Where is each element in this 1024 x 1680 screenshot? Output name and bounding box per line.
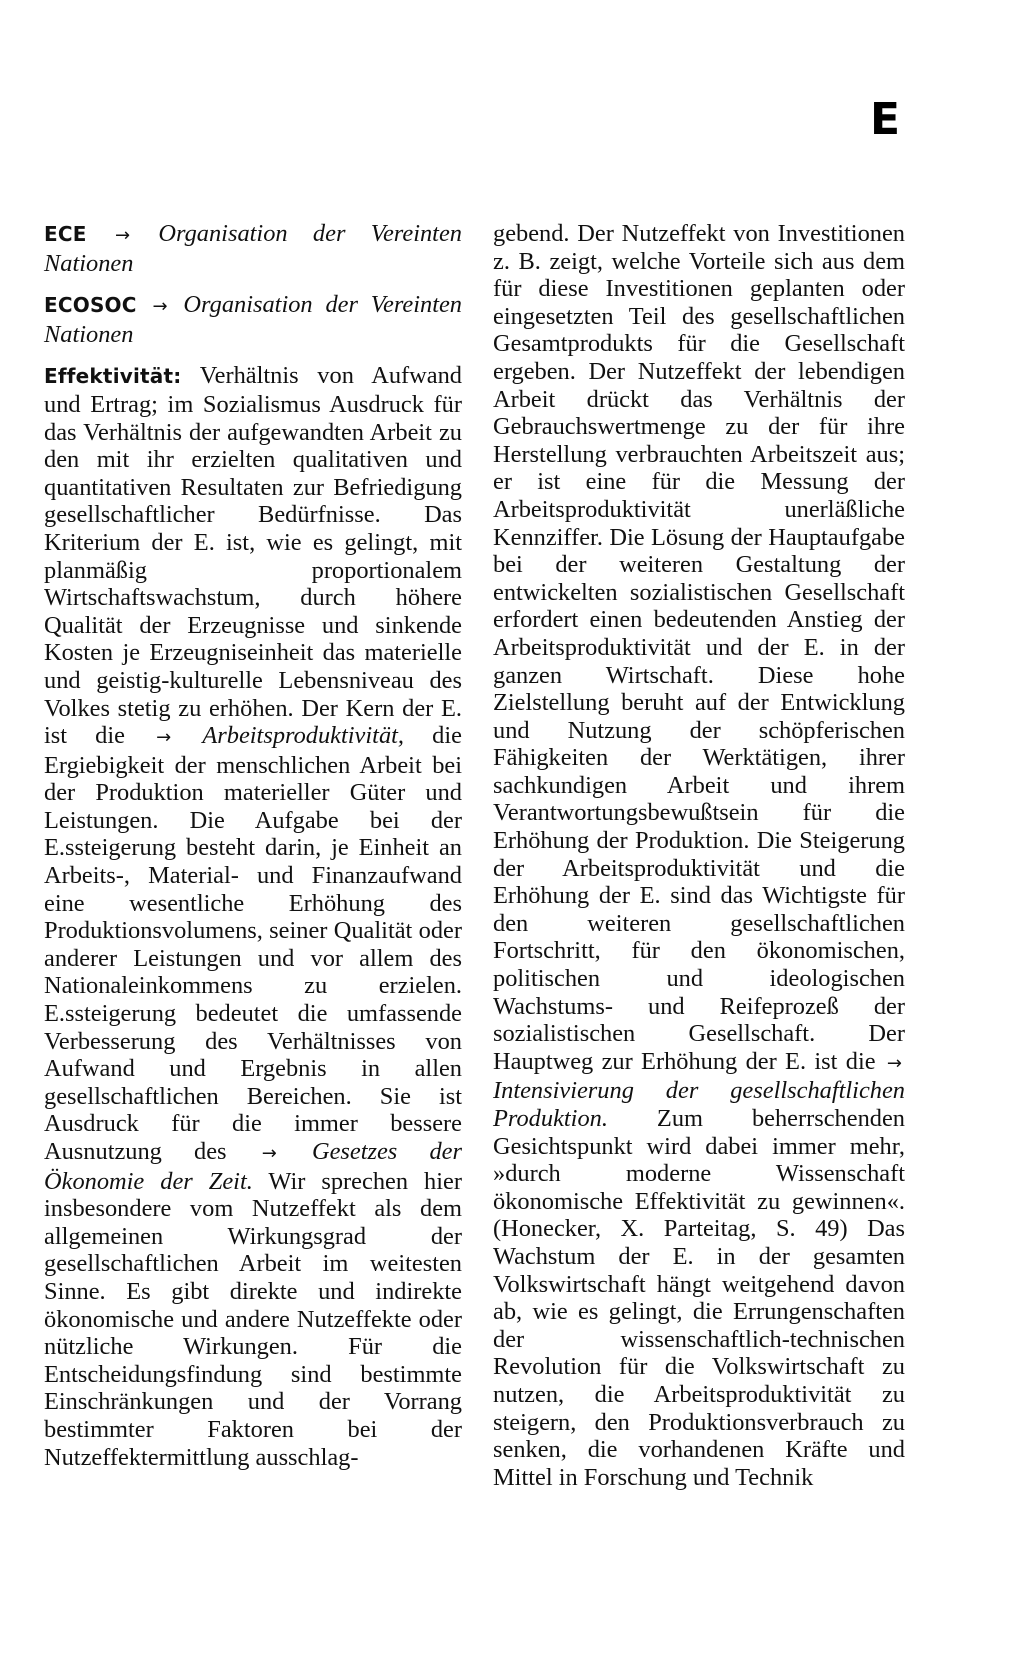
- entry-ecosoc: [44, 291, 462, 348]
- cross-reference-arrow-icon: →: [156, 727, 172, 749]
- cross-reference-link[interactable]: Organisation der Vereinten Nationen: [44, 291, 462, 348]
- entry-body-text: die Ergiebigkeit der menschlichen Arbeit bei der Produktion materieller Güter und Leistungen. Die Aufgabe bei der E.ssteigerung besteht darin, je Einheit an Arbeits-, Material- und Finanzaufwand eine wesentliche Erhöhung des Produktionsvolumens, seiner Qualität oder anderer Leistungen und vor allem des Nationaleinkommens zu erzielen. E.ssteigerung bedeutet die umfassende Verbesserung des Verhältnisses von Aufwand und Ergebnis in allen gesellschaftlichen Bereichen. Sie ist Ausdruck für die immer bessere Ausnutzung des: [44, 722, 462, 1165]
- cross-reference-link[interactable]: Arbeitsproduktivität,: [202, 722, 405, 750]
- entry-effektivitaet-continued: [493, 220, 905, 1491]
- cross-reference-arrow-icon: →: [261, 1143, 277, 1164]
- entry-ece: [44, 220, 462, 277]
- entry-body-text: Verhältnis von Aufwand und Ertrag; im Sozialismus Ausdruck für das Verhältnis der aufgewandten Arbeit zu den mit ihr erzielten qualitativen und quantitativen Resultaten zur Befriedigung gesellschaftlicher Bedürfnisse. Das Kriterium der E. ist, wie es gelingt, mit planmäßig proportionalem Wirtschaftswachstum, durch höhere Qualität der Erzeugnisse und sinkende Kosten je Erzeugniseinheit das materielle und geistig-kulturelle Lebensniveau des Volkes stetig zu erhöhen. Der Kern der E. ist die: [44, 362, 462, 750]
- entry-term: Effektivität:: [44, 364, 182, 389]
- right-column: [493, 220, 905, 1505]
- entry-term: ECE: [44, 222, 87, 246]
- cross-reference-arrow-icon: →: [114, 225, 131, 246]
- cross-reference-link[interactable]: Organisation der Vereinten Nationen: [44, 220, 462, 277]
- entry-body-text: Zum beherrschenden Gesichtspunkt wird dabei immer mehr, »durch moderne Wissenschaft ökonomische Effektivität zu gewinnen«. (Honecker, X. Parteitag, S. 49) Das Wachstum der E. in der gesamten Volkswirtschaft hängt weitgehend davon ab, wie es gelingt, die Errungenschaften der wissenschaftlich-technischen Revolution für die Volkswirtschaft zu nutzen, die Arbeitsproduktivität zu steigern, den Produktionsverbrauch zu senken, die vorhandenen Kräfte und Mittel in Forschung und Technik: [493, 1105, 905, 1491]
- entry-body-text: gebend. Der Nutzeffekt von Investitionen z. B. zeigt, welche Vorteile sich aus dem für diese Investitionen geplanten oder eingesetzten Teil des gesellschaftlichen Gesamtprodukts für die Gesellschaft ergeben. Der Nutzeffekt der lebendigen Arbeit drückt das Verhältnis der Gebrauchswertmenge zu der für ihre Herstellung verbrauchten Arbeitszeit aus; er ist eine für die Messung der Arbeitsproduktivität unerläßliche Kennziffer. Die Lösung der Hauptaufgabe bei der weiteren Gestaltung der entwickelten sozialistischen Gesellschaft erfordert einen bedeutenden Anstieg der Arbeitsproduktivität und der E. in der ganzen Wirtschaft. Diese hohe Zielstellung beruht auf der Entwicklung und Nutzung der schöpferischen Fähigkeiten der Werktätigen, ihrer sachkundigen Arbeit und ihrem Verantwortungsbewußtsein für die Erhöhung der Produktion. Die Steigerung der Arbeitsproduktivität und die Erhöhung der E. sind das Wichtigste für den weiteren gesellschaftlichen Fortschritt, für den ökonomischen, politischen und ideologischen Wachstums- und Reifeprozeß der sozialistischen Gesellschaft. Der Hauptweg zur Erhöhung der E. ist die: [493, 220, 905, 1075]
- cross-reference-arrow-icon: →: [886, 1052, 902, 1074]
- section-letter: E: [870, 94, 901, 145]
- cross-reference-link[interactable]: Gesetzes der Ökonomie der Zeit.: [44, 1138, 462, 1195]
- entry-effektivitaet: [44, 362, 462, 1471]
- cross-reference-link[interactable]: Intensivierung der gesellschaftlichen Produktion.: [493, 1077, 905, 1132]
- cross-reference-arrow-icon: →: [152, 296, 168, 318]
- entry-body-text: Wir sprechen hier insbesondere vom Nutzeffekt als dem allgemeinen Wirkungsgrad der gesellschaftlichen Arbeit im weitesten Sinne. Es gibt direkte und indirekte ökonomische und andere Nutzeffekte oder nützliche Wirkungen. Für die Entscheidungsfindung sind bestimmte Einschränkungen und der Vorrang bestimmter Faktoren bei der Nutzeffektermittlung ausschlag-: [44, 1167, 462, 1471]
- left-column: [44, 220, 462, 1485]
- entry-term: ECOSOC: [44, 293, 137, 318]
